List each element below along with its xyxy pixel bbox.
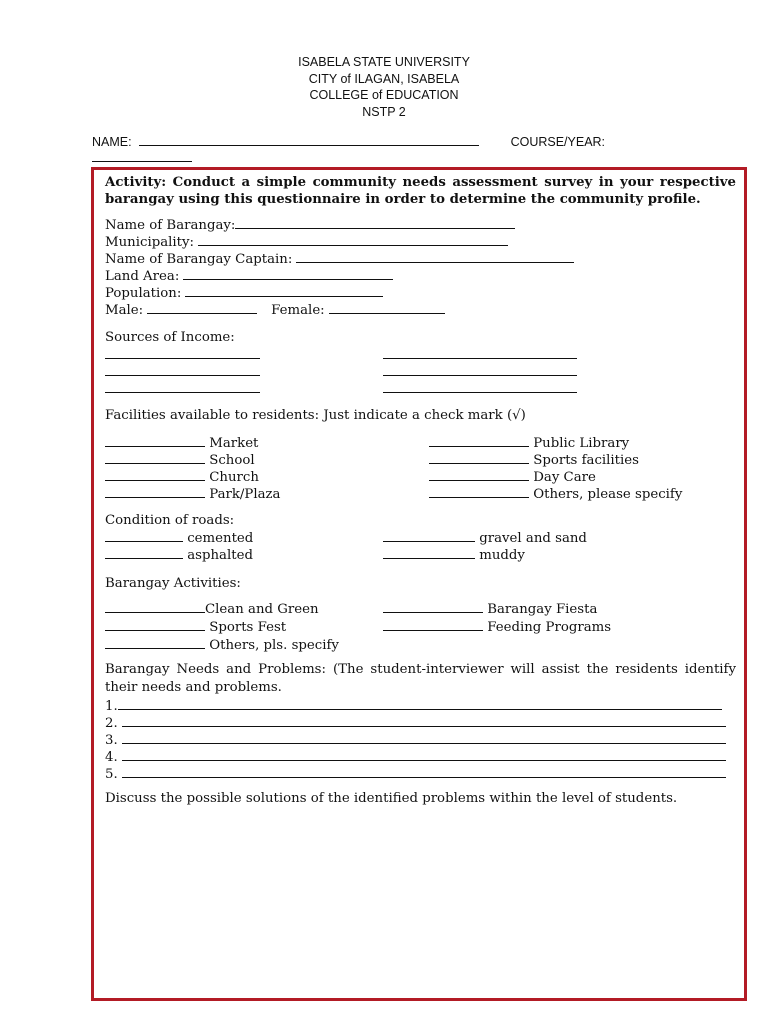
needs-number: 1. — [105, 699, 118, 714]
facility-park: Park/Plaza — [209, 487, 281, 502]
activity-check[interactable] — [105, 618, 205, 631]
road-muddy: muddy — [479, 548, 525, 563]
income-field[interactable] — [383, 363, 577, 376]
needs-number: 2. — [105, 716, 118, 731]
land-area-label: Land Area: — [105, 269, 180, 284]
student-info — [92, 134, 732, 166]
facility-check[interactable] — [105, 485, 205, 498]
roads-label: Condition of roads: — [105, 513, 235, 528]
activity-sports-fest: Sports Fest — [209, 620, 287, 635]
income-field[interactable] — [105, 363, 260, 376]
facility-check[interactable] — [105, 451, 205, 464]
male-label: Male: — [105, 303, 144, 318]
activities-label: Barangay Activities: — [105, 576, 241, 591]
facility-check[interactable] — [429, 468, 529, 481]
captain-field[interactable] — [296, 250, 574, 263]
activity-others: Others, pls. specify — [209, 638, 339, 653]
needs-field[interactable] — [118, 697, 722, 710]
needs-label: Barangay Needs and Problems: (The student-interviewer will assist the residents identify their needs and problems. — [105, 662, 736, 695]
activity-check[interactable] — [105, 600, 205, 613]
activity-instructions: Activity: Conduct a simple community needs assessment survey in your respective barangay using this questionnaire in order to determine the community profile. — [105, 175, 736, 207]
facility-library: Public Library — [533, 436, 630, 451]
barangay-label: Name of Barangay: — [105, 218, 236, 233]
road-cemented: cemented — [187, 531, 254, 546]
facility-market: Market — [209, 436, 259, 451]
facility-check[interactable] — [105, 468, 205, 481]
facility-church: Church — [209, 470, 259, 485]
facility-daycare: Day Care — [533, 470, 596, 485]
facility-school: School — [209, 453, 255, 468]
income-field[interactable] — [105, 380, 260, 393]
facility-check[interactable] — [429, 485, 529, 498]
road-check[interactable] — [383, 546, 475, 559]
municipality-field[interactable] — [198, 233, 508, 246]
land-area-field[interactable] — [183, 267, 393, 280]
activity-check[interactable] — [383, 618, 483, 631]
name-label: NAME: — [92, 135, 132, 149]
facility-check[interactable] — [429, 434, 529, 447]
municipality-label: Municipality: — [105, 235, 194, 250]
population-field[interactable] — [185, 284, 383, 297]
city-name: CITY of ILAGAN, ISABELA — [308, 71, 460, 86]
road-check[interactable] — [383, 529, 475, 542]
activity-clean-green: Clean and Green — [205, 602, 319, 617]
solutions-prompt: Discuss the possible solutions of the identified problems within the level of students. — [105, 791, 678, 806]
needs-number: 4. — [105, 750, 118, 765]
road-check[interactable] — [105, 546, 183, 559]
activity-check[interactable] — [383, 600, 483, 613]
needs-number: 5. — [105, 767, 118, 782]
needs-field[interactable] — [122, 714, 726, 727]
road-gravel: gravel and sand — [479, 531, 587, 546]
survey-box — [91, 167, 747, 1001]
population-label: Population: — [105, 286, 182, 301]
course-year-label: COURSE/YEAR: — [510, 135, 606, 149]
facility-check[interactable] — [105, 434, 205, 447]
income-field[interactable] — [105, 346, 260, 359]
female-label: Female: — [271, 303, 325, 318]
road-check[interactable] — [105, 529, 183, 542]
male-field[interactable] — [147, 301, 257, 314]
facility-sports: Sports facilities — [533, 453, 639, 468]
course-name: NSTP 2 — [362, 104, 406, 119]
college-name: COLLEGE of EDUCATION — [309, 88, 459, 102]
activity-fiesta: Barangay Fiesta — [487, 602, 598, 617]
female-field[interactable] — [329, 301, 445, 314]
needs-number: 3. — [105, 733, 118, 748]
document-header — [0, 54, 768, 120]
university-name: ISABELA STATE UNIVERSITY — [298, 55, 470, 69]
activity-check[interactable] — [105, 636, 205, 649]
facility-others: Others, please specify — [533, 487, 683, 502]
captain-label: Name of Barangay Captain: — [105, 252, 293, 267]
facilities-label: Facilities available to residents: Just indicate a check mark (√) — [105, 408, 526, 423]
road-asphalted: asphalted — [187, 548, 253, 563]
activity-feeding: Feeding Programs — [487, 620, 612, 635]
needs-field[interactable] — [122, 748, 726, 761]
income-field[interactable] — [383, 346, 577, 359]
needs-field[interactable] — [122, 765, 726, 778]
course-year-field[interactable] — [92, 150, 192, 162]
needs-field[interactable] — [122, 731, 726, 744]
barangay-field[interactable] — [235, 216, 515, 229]
facility-check[interactable] — [429, 451, 529, 464]
income-label: Sources of Income: — [105, 330, 235, 345]
income-field[interactable] — [383, 380, 577, 393]
name-field[interactable] — [139, 134, 479, 146]
